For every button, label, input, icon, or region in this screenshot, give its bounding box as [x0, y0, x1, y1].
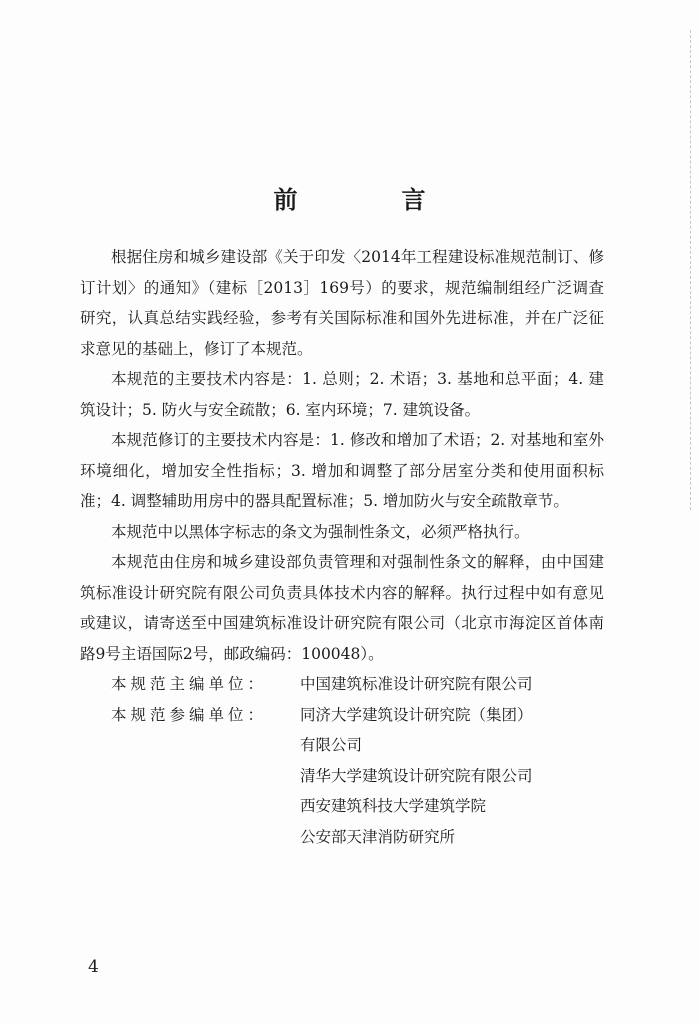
preface-body — [80, 242, 604, 852]
participant-org: 公安部天津消防研究所 — [300, 827, 456, 846]
scan-edge-mark — [688, 30, 691, 510]
participants-row — [80, 700, 604, 853]
participant-org: 西安建筑科技大学建筑学院 — [300, 797, 487, 815]
chief-editor-org: 中国建筑标准设计研究院有限公司 — [300, 675, 533, 693]
paragraph-main-content: 本规范的主要技术内容是：1. 总则；2. 术语；3. 基地和总平面；4. 建筑设计；5. 防火与安全疏散；6. 室内环境；7. 建筑设备。 — [80, 370, 604, 419]
participants-label: 本规范参编单位： — [111, 705, 268, 724]
paragraph-revision-content: 本规范修订的主要技术内容是：1. 修改和增加了术语；2. 对基地和室外环境细化，增加安全性指标；3. 增加和调整了部分居室分类和使用面积标准；4. 调整辅助用房中的器具配置标准；5. 增加防火与安全疏散章节。 — [80, 431, 604, 510]
participant-org: 有限公司 — [300, 736, 363, 754]
chief-editor-row — [80, 669, 604, 700]
participant-org: 清华大学建筑设计研究院有限公司 — [300, 766, 533, 785]
page-heading: 前 言 — [273, 186, 466, 214]
participants-values — [300, 700, 604, 853]
page-number: 4 — [88, 957, 99, 977]
participant-org: 同济大学建筑设计研究院（集团） — [300, 705, 533, 724]
paragraph-mandatory-clauses: 本规范中以黑体字标志的条文为强制性条文，必须严格执行。 — [111, 522, 530, 541]
chief-editor-values — [300, 669, 604, 700]
chief-editor-label: 本规范主编单位： — [111, 675, 268, 693]
paragraph-revision-basis: 根据住房和城乡建设部《关于印发〈2014年工程建设标准规范制订、修订计划〉的通知》（建标［2013］169号）的要求，规范编制组经广泛调查研究，认真总结实践经验，参考有关国际标准和国外先进标准，并在广泛征求意见的基础上，修订了本规范。 — [80, 248, 604, 358]
paragraph-management: 本规范由住房和城乡建设部负责管理和对强制性条文的解释，由中国建筑标准设计研究院有限公司负责具体技术内容的解释。执行过程中如有意见或建议，请寄送至中国建筑标准设计研究院有限公司（北京市海淀区首体南路9号主语国际2号，邮政编码：100048）。 — [80, 553, 604, 663]
